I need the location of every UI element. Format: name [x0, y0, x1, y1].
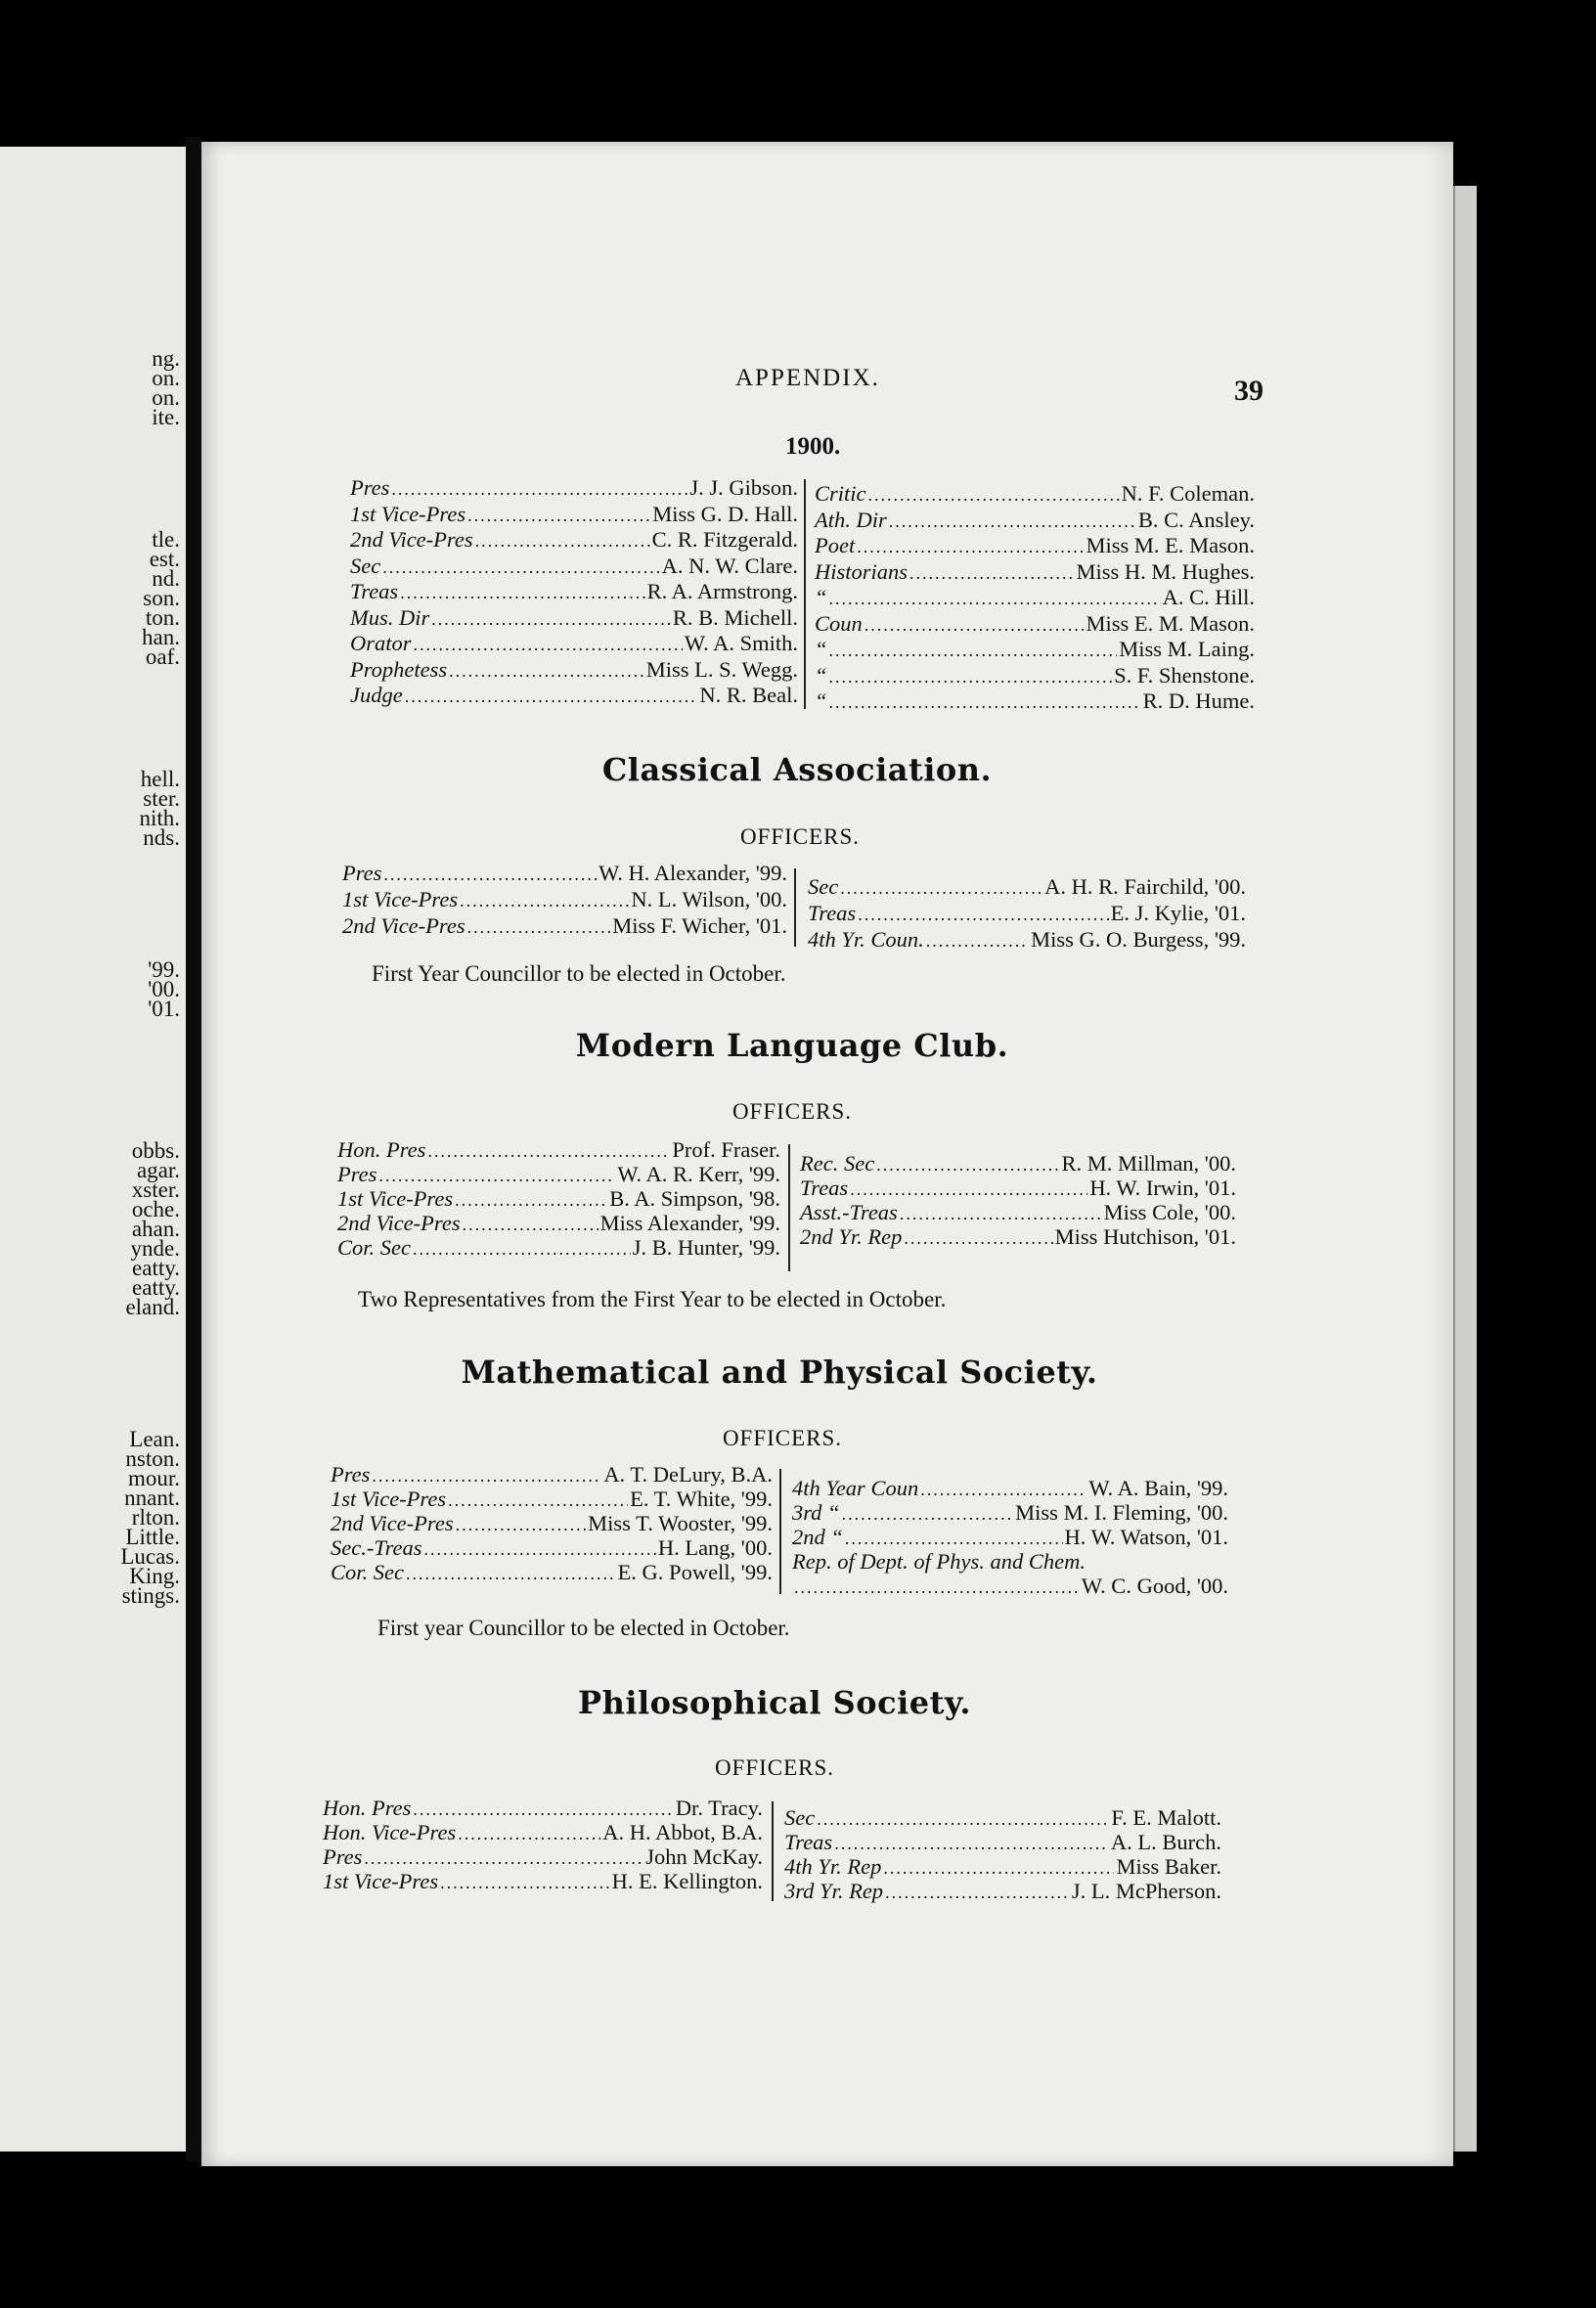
- officer-role: Treas: [784, 1830, 833, 1854]
- officer-row: [815, 508, 1255, 533]
- officer-row: [815, 663, 1255, 688]
- officer-role: Sec: [808, 874, 839, 899]
- officer-row: [815, 533, 1255, 558]
- officer-row: [784, 1854, 1221, 1880]
- officer-role: 1st Vice-Pres: [342, 887, 459, 911]
- philosophical-officers-label: OFFICERS.: [714, 1755, 835, 1780]
- officer-name: H. E. Kellington.: [611, 1869, 763, 1893]
- classical-association-title: Classical Association.: [601, 751, 993, 788]
- left-page-text-fragment: mour.: [127, 1466, 180, 1490]
- philosophical-society-title: Philosophical Society.: [578, 1684, 971, 1721]
- leader-dots: [475, 531, 650, 552]
- left-page-text-fragment: ynde.: [130, 1236, 180, 1261]
- officer-row: [350, 475, 798, 501]
- leader-dots: [857, 537, 1084, 557]
- officer-name: Miss F. Wicher, '01.: [612, 913, 787, 938]
- officer-role: 2nd Yr. Rep: [800, 1224, 903, 1249]
- left-page-text-fragment: '00.: [148, 977, 180, 1001]
- officer-row: [323, 1820, 763, 1845]
- leader-dots: [382, 557, 659, 578]
- leader-dots: [829, 641, 1118, 661]
- officer-row: [342, 861, 787, 886]
- left-page-text-fragment: Lean.: [129, 1427, 180, 1451]
- officer-row: [784, 1830, 1221, 1855]
- officer-row: [331, 1487, 773, 1512]
- officer-name: R. M. Millman, '00.: [1061, 1151, 1236, 1176]
- officer-role: 4th Yr. Coun.: [808, 927, 924, 952]
- officer-name: C. R. Fitzgerald.: [651, 527, 798, 552]
- officer-role: Judge: [350, 683, 403, 707]
- math-officers-label: OFFICERS.: [722, 1426, 843, 1450]
- leader-dots: [413, 1239, 631, 1260]
- officer-role: 4th Year Coun: [792, 1476, 919, 1500]
- officer-role: Orator: [350, 631, 412, 655]
- leader-dots: [920, 1480, 1086, 1500]
- officer-name: Miss Hutchison, '01.: [1054, 1224, 1236, 1249]
- officer-row: [792, 1525, 1228, 1550]
- officer-name: A. H. Abbot, B.A.: [602, 1820, 763, 1844]
- leader-dots: [456, 1515, 587, 1535]
- officer-row: [792, 1549, 1228, 1575]
- leader-dots: [455, 1190, 607, 1211]
- book-gutter: [186, 137, 201, 2161]
- officer-row: [784, 1805, 1221, 1831]
- officer-row: [350, 605, 798, 631]
- leader-dots: [840, 878, 1042, 899]
- left-page-text-fragment: '99.: [148, 957, 180, 982]
- officer-role: Historians: [815, 558, 909, 584]
- officer-name: H. W. Irwin, '01.: [1089, 1176, 1236, 1200]
- officer-role: Hon. Vice-Pres: [323, 1820, 457, 1844]
- left-page-text-fragment: Lucas.: [120, 1544, 180, 1569]
- officer-name: Miss E. M. Mason.: [1086, 610, 1255, 636]
- left-page-text-fragment: ster.: [143, 786, 180, 811]
- officer-row: [815, 637, 1255, 662]
- officer-row: [331, 1560, 773, 1585]
- officer-role: “: [815, 637, 827, 661]
- officer-row: [792, 1500, 1228, 1526]
- officer-name: N. L. Wilson, '00.: [631, 887, 787, 911]
- left-page-text-fragment: eatty.: [132, 1275, 180, 1300]
- officer-name: Miss L. S. Wegg.: [645, 656, 798, 682]
- left-page-text-fragment: nd.: [152, 566, 180, 591]
- officer-role: 1st Vice-Pres: [331, 1487, 447, 1511]
- officer-name: J. B. Hunter, '99.: [632, 1235, 780, 1260]
- officer-row: [815, 611, 1255, 637]
- officer-role: Treas: [808, 901, 857, 925]
- left-page-text-fragment: Little.: [125, 1525, 180, 1549]
- leader-dots: [829, 589, 1161, 609]
- officer-name: Miss M. I. Fleming, '00.: [1015, 1500, 1228, 1525]
- officer-row: [337, 1235, 780, 1261]
- officer-name: A. H. R. Fairchild, '00.: [1044, 874, 1246, 899]
- officer-role: Pres: [323, 1844, 363, 1869]
- officer-name: J. J. Gibson.: [689, 475, 798, 500]
- officer-row: [323, 1844, 763, 1870]
- officer-role: 2nd Vice-Pres: [331, 1511, 454, 1535]
- officer-role: “: [815, 662, 827, 688]
- officer-role: 4th Yr. Rep: [784, 1854, 882, 1879]
- officer-role: 2nd Vice-Pres: [342, 913, 466, 938]
- officer-row: [350, 527, 798, 553]
- left-page-text-fragment: oaf.: [145, 644, 180, 669]
- officer-role: Cor. Sec: [337, 1235, 411, 1260]
- left-page-text-fragment: xster.: [131, 1177, 180, 1202]
- leader-dots: [440, 1873, 610, 1893]
- officer-row: [808, 927, 1246, 953]
- leader-dots: [817, 1809, 1109, 1830]
- left-page-text-fragment: ahan.: [131, 1217, 180, 1241]
- leader-dots: [378, 1166, 615, 1186]
- officer-role: Treas: [350, 579, 399, 603]
- officer-name: Miss G. D. Hall.: [652, 501, 798, 526]
- leader-dots: [463, 1215, 598, 1235]
- modern-language-club-title: Modern Language Club.: [575, 1027, 1009, 1064]
- leader-dots: [449, 661, 644, 682]
- officer-name: Miss T. Wooster, '99.: [588, 1511, 773, 1535]
- officer-name: E. T. White, '99.: [630, 1487, 773, 1511]
- officer-row: [800, 1200, 1236, 1225]
- officer-name: H. Lang, '00.: [657, 1535, 773, 1560]
- leader-dots: [909, 563, 1074, 584]
- officer-name: A. L. Burch.: [1110, 1830, 1221, 1854]
- officer-name: A. T. DeLury, B.A.: [603, 1462, 773, 1487]
- officer-name: E. G. Powell, '99.: [617, 1560, 773, 1584]
- officer-role: “: [815, 688, 827, 713]
- officer-name: R. B. Michell.: [672, 604, 798, 630]
- officer-row: [784, 1879, 1221, 1904]
- officer-name: H. W. Watson, '01.: [1064, 1525, 1228, 1549]
- column-divider: [794, 868, 796, 947]
- officer-row: [350, 554, 798, 579]
- officer-row: [808, 901, 1246, 926]
- officer-row: [350, 657, 798, 683]
- officer-role: Treas: [800, 1176, 849, 1200]
- officer-row: [337, 1211, 780, 1236]
- officer-row: [350, 683, 798, 708]
- officer-name: A. C. Hill.: [1162, 585, 1255, 609]
- left-page-text-fragment: eland.: [125, 1295, 180, 1319]
- column-divider: [804, 479, 806, 709]
- officer-role: 2nd Vice-Pres: [350, 527, 473, 552]
- left-page-text-fragment: nith.: [139, 806, 180, 830]
- officer-row: [323, 1869, 763, 1894]
- officer-name: R. A. Armstrong.: [646, 579, 798, 603]
- officer-name: Prof. Fraser.: [672, 1137, 780, 1162]
- left-page-text-fragment: King.: [129, 1564, 180, 1588]
- officer-row: [815, 481, 1255, 507]
- officer-row: [342, 887, 787, 912]
- officer-name: A. N. W. Clare.: [661, 553, 798, 578]
- officer-row: [337, 1186, 780, 1212]
- officer-role: Sec: [350, 553, 381, 578]
- leader-dots: [364, 1848, 643, 1869]
- leader-dots: [834, 1834, 1109, 1854]
- leader-dots: [842, 1504, 1014, 1525]
- officer-name: Miss H. M. Hughes.: [1076, 558, 1255, 584]
- officer-name: W. A. R. Kerr, '99.: [617, 1162, 780, 1186]
- officer-row: [323, 1796, 763, 1821]
- officer-role: Cor. Sec: [331, 1560, 404, 1584]
- left-page-text-fragment: nston.: [125, 1446, 180, 1471]
- leader-dots: [467, 506, 650, 526]
- leader-dots: [448, 1490, 628, 1511]
- leader-dots: [391, 479, 687, 500]
- officer-role: Rec. Sec: [800, 1151, 875, 1176]
- leader-dots: [460, 891, 629, 911]
- officer-row: [350, 631, 798, 656]
- classical-officers-label: OFFICERS.: [739, 824, 861, 849]
- officer-role: Pres: [337, 1162, 377, 1186]
- officer-row: [792, 1476, 1228, 1501]
- left-page-text-fragment: han.: [142, 625, 180, 649]
- mathematical-physical-society-title: Mathematical and Physical Society.: [461, 1354, 1098, 1391]
- officer-row: [337, 1137, 780, 1163]
- officer-name: Miss Alexander, '99.: [599, 1211, 780, 1235]
- officer-role: Critic: [815, 481, 866, 506]
- classical-note: First Year Councillor to be elected in October.: [372, 961, 786, 986]
- officer-role: 1st Vice-Pres: [350, 501, 466, 526]
- left-page-text-fragment: obbs.: [131, 1138, 180, 1163]
- officer-role: 2nd Vice-Pres: [337, 1211, 461, 1235]
- left-page-fragment: [0, 147, 186, 2152]
- leader-dots: [424, 1539, 656, 1560]
- leader-dots: [864, 615, 1085, 636]
- officer-role: Hon. Pres: [337, 1137, 426, 1162]
- officer-row: [800, 1224, 1236, 1250]
- modern-note: Two Representatives from the First Year to be elected in October.: [358, 1287, 947, 1311]
- column-divider: [772, 1801, 774, 1901]
- officer-role: Ath. Dir: [815, 507, 887, 532]
- officer-row: [331, 1535, 773, 1561]
- left-page-text-fragment: on.: [152, 366, 180, 390]
- page-edge: [1453, 186, 1477, 2152]
- officer-name: N. R. Beal.: [699, 683, 798, 707]
- leader-dots: [431, 609, 671, 630]
- officer-row: [815, 688, 1255, 714]
- column-divider: [788, 1144, 790, 1271]
- officer-role: 1st Vice-Pres: [323, 1869, 439, 1893]
- officer-row: [331, 1462, 773, 1487]
- left-page-text-fragment: ton.: [145, 605, 180, 630]
- column-divider: [779, 1469, 781, 1594]
- officer-name: W. A. Smith.: [684, 631, 798, 655]
- officer-name: W. C. Good, '00.: [1081, 1574, 1228, 1598]
- left-page-text-fragment: stings.: [121, 1583, 180, 1608]
- officer-role: Pres: [331, 1462, 371, 1487]
- left-page-text-fragment: est.: [149, 547, 180, 571]
- officer-name: Miss M. Laing.: [1119, 637, 1255, 661]
- leader-dots: [383, 865, 597, 885]
- officer-row: [331, 1511, 773, 1536]
- leader-dots: [889, 511, 1136, 532]
- officer-name: S. F. Shenstone.: [1114, 662, 1255, 688]
- left-page-text-fragment: '01.: [148, 997, 180, 1021]
- officer-name: Miss G. O. Burgess, '99.: [1031, 927, 1246, 952]
- officer-name: Miss M. E. Mason.: [1086, 533, 1255, 557]
- officer-name: Dr. Tracy.: [675, 1796, 763, 1820]
- leader-dots: [876, 1155, 1059, 1176]
- page-number: 39: [1234, 375, 1264, 407]
- officer-name: B. C. Ansley.: [1137, 507, 1255, 532]
- officer-row: [800, 1176, 1236, 1201]
- officer-role: 3rd “: [792, 1500, 840, 1525]
- left-page-text-fragment: hell.: [140, 767, 180, 791]
- leader-dots: [414, 635, 683, 655]
- officer-role: Pres: [342, 861, 382, 885]
- left-page-text-fragment: tle.: [152, 527, 180, 552]
- officer-role: “: [815, 585, 827, 609]
- officer-role: 1st Vice-Pres: [337, 1186, 454, 1211]
- officer-row: [337, 1162, 780, 1187]
- math-note: First year Councillor to be elected in October.: [377, 1616, 790, 1640]
- leader-dots: [427, 1141, 670, 1162]
- officer-row: [815, 585, 1255, 610]
- left-page-text-fragment: ite.: [152, 405, 180, 429]
- leader-dots: [400, 583, 644, 603]
- officer-name: F. E. Malott.: [1111, 1805, 1221, 1830]
- officer-role: Poet: [815, 533, 856, 557]
- officer-row: [800, 1151, 1236, 1176]
- leader-dots: [883, 1858, 1114, 1879]
- leader-dots: [829, 692, 1141, 713]
- officer-name: J. L. McPherson.: [1071, 1879, 1221, 1903]
- year-heading: 1900.: [785, 433, 841, 460]
- officer-row: [815, 559, 1255, 585]
- officer-role: 3rd Yr. Rep: [784, 1879, 884, 1903]
- left-page-text-fragment: on.: [152, 385, 180, 410]
- officer-role: Rep. of Dept. of Phys. and Chem.: [792, 1549, 1086, 1574]
- left-page-text-fragment: son.: [143, 586, 180, 610]
- leader-dots: [413, 1799, 673, 1820]
- officer-row: [808, 874, 1246, 900]
- officer-name: R. D. Hume.: [1142, 688, 1255, 713]
- leader-dots: [926, 931, 1029, 952]
- officer-row: [350, 579, 798, 604]
- leader-dots: [794, 1577, 1080, 1598]
- officer-role: Hon. Pres: [323, 1796, 412, 1820]
- leader-dots: [467, 917, 611, 938]
- officer-role: Pres: [350, 475, 390, 500]
- left-page-text-fragment: rlton.: [131, 1505, 180, 1530]
- officer-name: B. A. Simpson, '98.: [609, 1186, 780, 1211]
- left-page-text-fragment: ng.: [152, 346, 180, 371]
- officer-row: [350, 502, 798, 527]
- leader-dots: [845, 1529, 1063, 1549]
- leader-dots: [904, 1228, 1052, 1249]
- officer-name: E. J. Kylie, '01.: [1110, 901, 1246, 925]
- leader-dots: [885, 1883, 1070, 1903]
- leader-dots: [829, 667, 1113, 688]
- officer-role: Coun: [815, 610, 863, 636]
- leader-dots: [372, 1466, 601, 1487]
- officer-role: Mus. Dir: [350, 604, 430, 630]
- left-page-text-fragment: eatty.: [132, 1256, 180, 1280]
- running-head: APPENDIX.: [735, 365, 880, 391]
- officer-row: [342, 913, 787, 939]
- leader-dots: [868, 485, 1120, 506]
- officer-name: N. F. Coleman.: [1121, 481, 1255, 506]
- officer-name: W. A. Bain, '99.: [1088, 1476, 1228, 1500]
- leader-dots: [405, 687, 698, 707]
- officer-role: Prophetess: [350, 656, 448, 682]
- officer-role: Sec.-Treas: [331, 1535, 422, 1560]
- left-page-text-fragment: agar.: [136, 1158, 180, 1182]
- leader-dots: [406, 1564, 616, 1584]
- leader-dots: [858, 905, 1108, 925]
- officer-name: John McKay.: [645, 1844, 763, 1869]
- leader-dots: [900, 1204, 1102, 1224]
- left-page-text-fragment: oche.: [131, 1197, 180, 1221]
- leader-dots: [458, 1824, 600, 1844]
- leader-dots: [850, 1179, 1087, 1200]
- left-page-text-fragment: nnant.: [124, 1486, 180, 1510]
- modern-officers-label: OFFICERS.: [732, 1099, 853, 1124]
- officer-name: W. H. Alexander, '99.: [598, 861, 787, 885]
- officer-role: 2nd “: [792, 1525, 843, 1549]
- officer-role: Asst.-Treas: [800, 1200, 898, 1224]
- officer-row: [792, 1574, 1228, 1599]
- left-page-text-fragment: nds.: [143, 825, 180, 850]
- officer-name: Miss Cole, '00.: [1103, 1200, 1236, 1224]
- officer-name: Miss Baker.: [1116, 1854, 1221, 1879]
- officer-role: Sec: [784, 1805, 816, 1830]
